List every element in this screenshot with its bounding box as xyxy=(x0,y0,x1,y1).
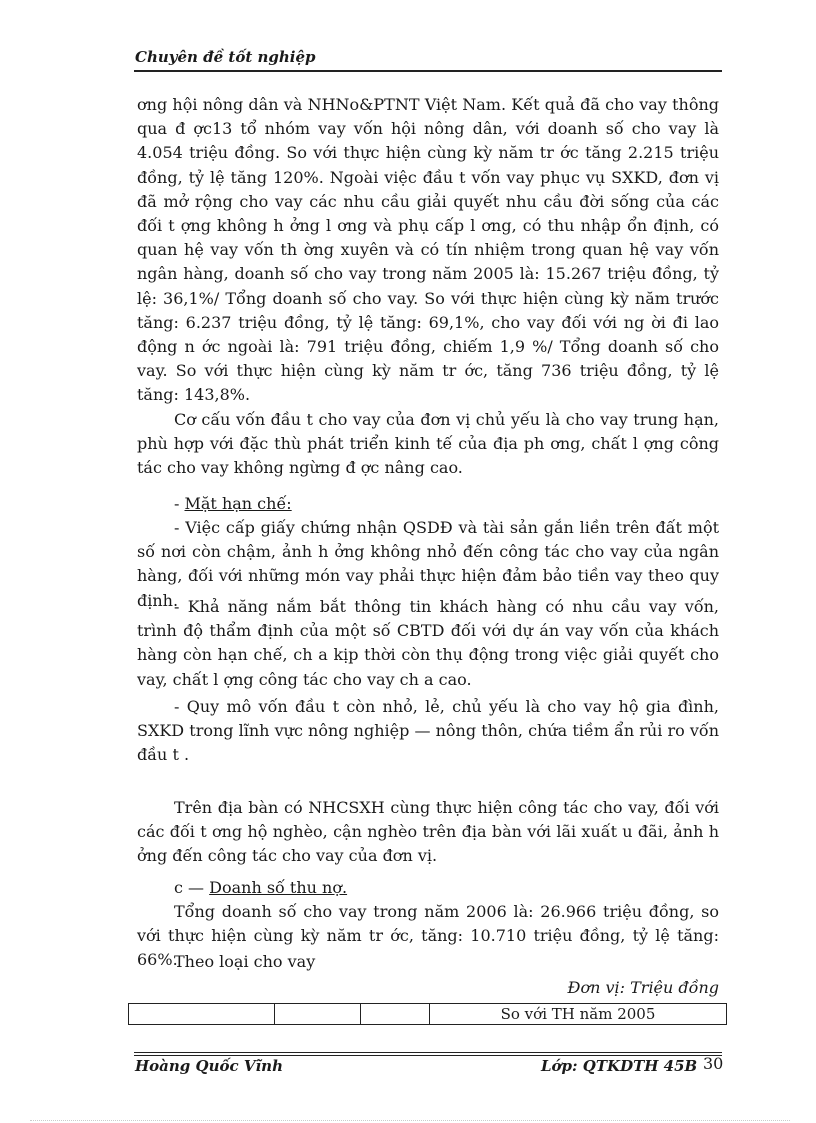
page-number: 30 xyxy=(703,1054,724,1073)
paragraph-limitation-staff: - Khả năng nắm bắt thông tin khách hàng có nhu cầu vay vốn, trình độ thẩm định của một số CBTD đối với dự án vay vốn của khách hàng còn hạn chế, ch a kịp thời còn thụ động trong việc giải quyết cho vay, chất l ợng công tác cho vay ch a cao. xyxy=(137,597,719,689)
paragraph-limitation-scale: - Quy mô vốn đầu t còn nhỏ, lẻ, chủ yếu là cho vay hộ gia đình, SXKD trong lĩnh vực nông nghiệp — nông thôn, chứa tiềm ẩn rủi ro vốn đầu t . xyxy=(137,697,719,765)
paragraph-capital-structure: Cơ cấu vốn đầu t cho vay của đơn vị chủ yếu là cho vay trung hạn, phù hợp với đặc thù phát triển kinh tế của địa ph ơng, chất l ợng công tác cho vay không ngừng đ ợc nâng cao. xyxy=(137,410,719,478)
table-cell xyxy=(361,1004,430,1025)
header-rule xyxy=(134,70,722,72)
paragraph-by-loan-type: Theo loại cho vay xyxy=(174,952,316,971)
footer-rule xyxy=(134,1052,722,1053)
heading-limitations-prefix: - xyxy=(174,494,185,513)
heading-debt-prefix: c — xyxy=(174,878,210,897)
table-cell xyxy=(275,1004,361,1025)
page-header-title: Chuyên đề tốt nghiệp xyxy=(135,48,316,66)
unit-label: Đơn vị: Triệu đồng xyxy=(567,978,719,997)
footer-author: Hoàng Quốc Vĩnh xyxy=(135,1057,283,1075)
page-bottom-divider xyxy=(30,1120,790,1121)
paragraph-nhcsxh: Trên địa bàn có NHCSXH cùng thực hiện công tác cho vay, đối với các đối t ơng hộ nghèo, cận nghèo trên địa bàn với lãi xuất u đãi, ảnh h ởng đến công tác cho vay của đơn vị. xyxy=(137,798,719,866)
loan-type-table xyxy=(128,1003,727,1025)
table-cell xyxy=(129,1004,275,1025)
footer-rule xyxy=(134,1055,722,1056)
heading-limitations xyxy=(137,492,719,516)
footer-class: Lớp: QTKDTH 45B xyxy=(541,1057,698,1075)
paragraph-total-loans-2006: Tổng doanh số cho vay trong năm 2006 là: 26.966 triệu đồng, so với thực hiện cùng kỳ năm tr ớc, tăng: 10.710 triệu đồng, tỷ lệ tăng: 66%. xyxy=(137,902,719,970)
paragraph-limitation-land: - Việc cấp giấy chứng nhận QSDĐ và tài sản gắn liền trên đất một số nơi còn chậm, ảnh h ởng không nhỏ đến công tác cho vay của ngân hàng, đối với những món vay phải thực hiện đảm bảo tiền vay theo quy định. xyxy=(137,518,719,610)
table-row xyxy=(129,1004,727,1025)
heading-debt-collection xyxy=(137,876,719,900)
heading-debt-label: Doanh số thu nợ. xyxy=(209,878,348,897)
table-cell-comparison-header: So với TH năm 2005 xyxy=(430,1004,727,1025)
heading-limitations-label: Mặt hạn chế: xyxy=(184,494,292,513)
paragraph-loans-summary: ơng hội nông dân và NHNo&PTNT Việt Nam. Kết quả đã cho vay thông qua đ ợc13 tổ nhóm vay vốn hội nông dân, với doanh số cho vay là 4.054 triệu đồng. So với thực hiện cùng kỳ năm tr ớc tăng 2.215 triệu đồng, tỷ lệ tăng 120%. Ngoài việc đầu t vốn vay phục vụ SXKD, đơn vị đã mở rộng cho vay các nhu cầu giải quyết nhu cầu đời sống của các đối t ợng không h ởng l ơng và phụ cấp l ơng, có thu nhập ổn định, có quan hệ vay vốn th ờng xuyên và có tín nhiệm trong quan hệ vay vốn ngân hàng, doanh số cho vay trong năm 2005 là: 15.267 triệu đồng, tỷ lệ: 36,1%/ Tổng doanh số cho vay. So với thực hiện cùng kỳ năm trước tăng: 6.237 triệu đồng, tỷ lệ tăng: 69,1%, cho vay đối với ng ời đi lao động n ớc ngoài là: 791 triệu đồng, chiếm 1,9 %/ Tổng doanh số cho vay. So với thực hiện cùng kỳ năm tr ớc, tăng 736 triệu đồng, tỷ lệ tăng: 143,8%. xyxy=(137,95,719,405)
